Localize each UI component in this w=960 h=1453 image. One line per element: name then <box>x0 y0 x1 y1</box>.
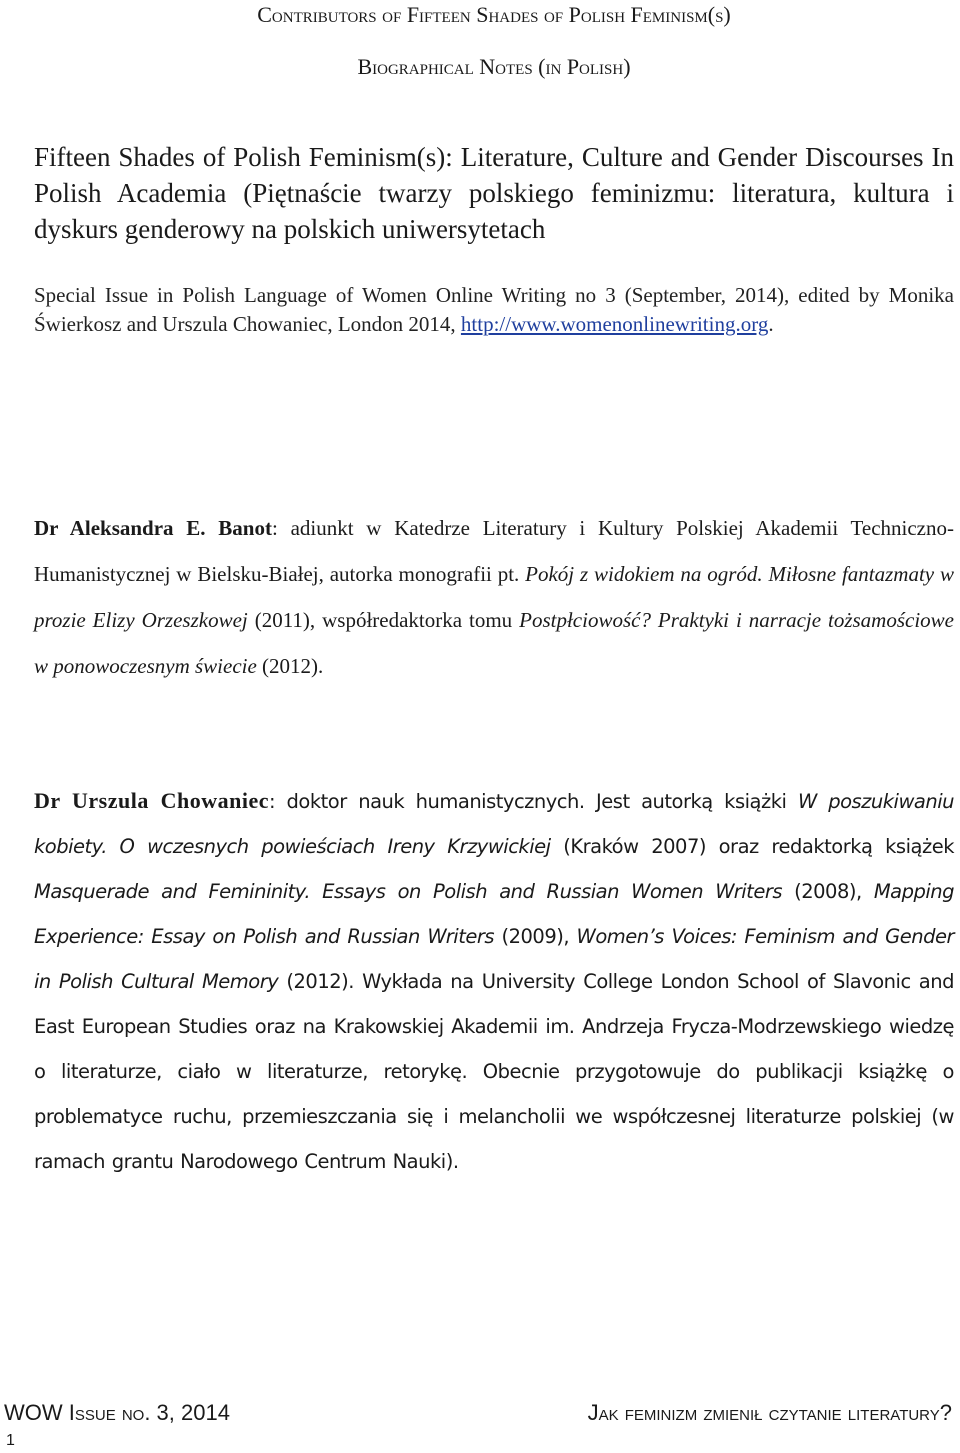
page-title: Contributors of Fifteen Shades of Polish Feminism(s) <box>257 2 731 27</box>
bio-name: Dr Urszula Chowaniec <box>34 788 270 813</box>
bio-entry-chowaniec <box>34 778 954 1184</box>
special-issue-note <box>34 281 954 339</box>
work-title: Pokój z widokiem na ogród. Miłosne fantazmaty w prozie Elizy Orzeszkowej <box>34 562 954 632</box>
page-subtitle: Biographical Notes (in Polish) <box>357 54 631 79</box>
bio-text: (Kraków 2007) oraz redaktorką książek <box>550 835 954 858</box>
bio-entry-banot <box>34 505 954 689</box>
bio-text: : doktor nauk humanistycznych. Jest autorką książki <box>269 790 798 813</box>
website-link[interactable]: http://www.womenonlinewriting.org <box>460 312 769 336</box>
work-title: Women’s Voices: Feminism and Gender in Polish Cultural Memory <box>34 925 955 993</box>
link-suffix: . <box>768 312 774 336</box>
bio-text: (2011), współredaktorka tomu <box>247 608 520 632</box>
work-title: Masquerade and Femininity. Essays on Polish and Russian Women Writers <box>34 880 782 903</box>
footer-issue: WOW Issue no. 3, 2014 <box>4 1400 230 1425</box>
footer-theme: Jak feminizm zmienił czytanie literatury? <box>587 1400 952 1425</box>
bio-text: (2012). <box>256 654 324 678</box>
bio-text: (2008), <box>782 880 874 903</box>
page-number: 1 <box>6 1432 15 1449</box>
work-title: Postpłciowość? Praktyki i narracje tożsamościowe w ponowoczesnym świecie <box>34 608 954 678</box>
work-title: Mapping Experience: Essay on Polish and Russian Writers <box>34 880 955 948</box>
bio-text: (2009), <box>494 925 577 948</box>
bio-name: Dr Aleksandra E. Banot <box>34 516 272 540</box>
bio-text: : adiunkt w Katedrze Literatury i Kultury Polskiej Akademii Techniczno-Humanistycznej w Bielsku-Białej, autorka monografii pt. <box>34 516 954 586</box>
bio-text: (2012). Wykłada na University College London School of Slavonic and East European Studies oraz na Krakowskiej Akademii im. Andrzeja Frycza-Modrzewskiego wiedzę o literaturze, ciało w literaturze, retorykę. Obecnie przygotowuje do publikacji książkę o problematyce ruchu, przemieszczania się i melancholii we współczesnej literaturze polskiej (w ramach grantu Narodowego Centrum Nauki). <box>34 970 954 1173</box>
work-title: W poszukiwaniu kobiety. O wczesnych powieściach Ireny Krzywickiej <box>34 790 954 858</box>
book-title: Fifteen Shades of Polish Feminism(s): Literature, Culture and Gender Discourses In Polish Academia (Piętnaście twarzy polskiego feminizmu: literatura, kultura i dyskurs genderowy na polskich uniwersytetach <box>34 142 954 244</box>
special-issue-text: Special Issue in Polish Language of Women Online Writing no 3 (September, 2014), edited by Monika Świerkosz and Urszula Chowaniec, London 2014, <box>34 283 954 336</box>
